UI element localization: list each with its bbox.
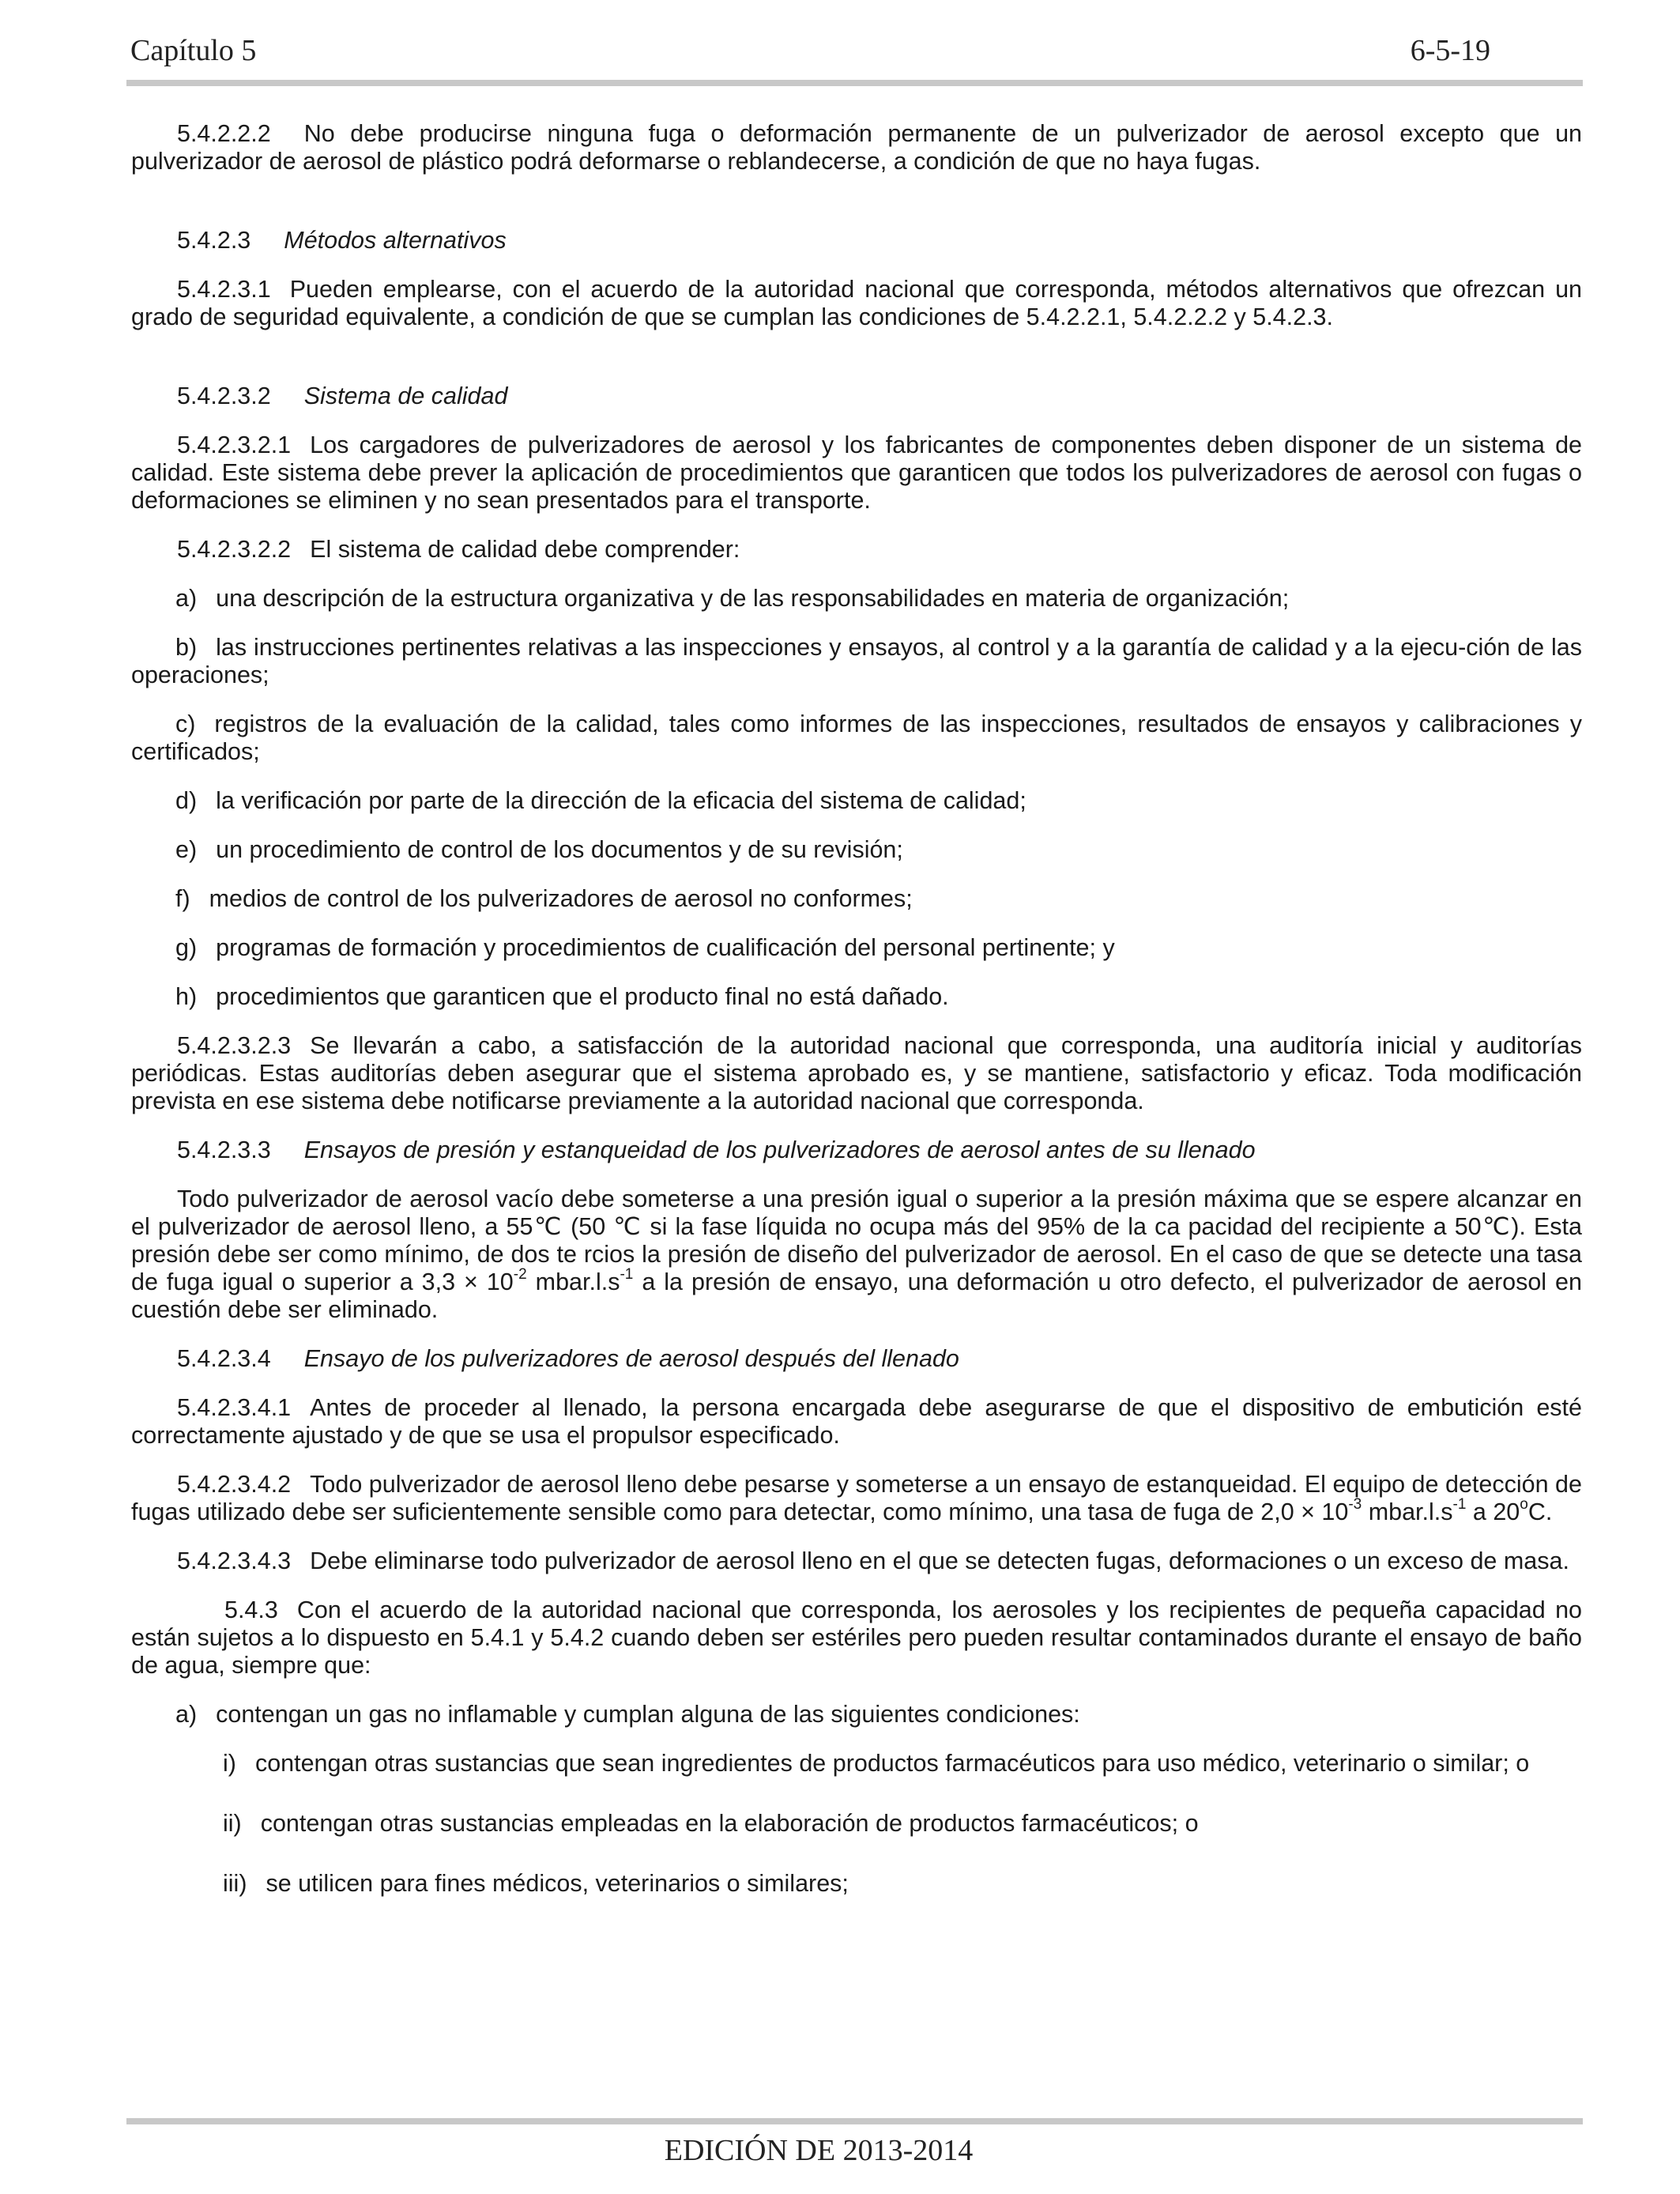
text-run: mbar.l.s — [1362, 1498, 1453, 1525]
paragraph-5-4-2-3-1 — [131, 276, 1582, 331]
text-run: C. — [1527, 1498, 1553, 1525]
paragraph-text: Debe eliminarse todo pulverizador de aerosol lleno en el que se detecten fugas, deformaciones o un exceso de masa. — [310, 1547, 1569, 1574]
section-number: 5.4.2.3.4.3 — [177, 1547, 292, 1574]
list-label: f) — [175, 885, 190, 912]
paragraph-pressure-test — [131, 1186, 1582, 1324]
section-number: 5.4.2.3.3 — [177, 1137, 271, 1163]
edition-label: EDICIÓN DE 2013-2014 — [664, 2134, 974, 2167]
footer-divider — [126, 2118, 1583, 2124]
paragraph-5-4-3 — [131, 1596, 1582, 1679]
list2-subitem-i — [131, 1750, 1582, 1777]
text-run: mbar.l.s — [526, 1269, 620, 1295]
section-number: 5.4.2.3.1 — [177, 276, 271, 303]
list2-item-a — [131, 1701, 1582, 1728]
paragraph-5-4-2-3-2-2 — [131, 536, 1582, 564]
chapter-title: Capítulo 5 — [130, 34, 257, 67]
section-number: 5.4.2.3 — [177, 227, 251, 254]
section-number: 5.4.2.3.4.2 — [177, 1471, 292, 1498]
paragraph-5-4-2-3-4-3 — [131, 1547, 1582, 1575]
section-number: 5.4.3 — [224, 1596, 278, 1623]
list-text: procedimientos que garanticen que el producto final no está dañado. — [216, 983, 949, 1010]
heading-5-4-2-3-4 — [131, 1345, 1582, 1373]
paragraph-5-4-2-2-2 — [131, 120, 1582, 175]
list-label: c) — [175, 711, 196, 737]
superscript: o — [1520, 1495, 1528, 1513]
list-text: contengan otras sustancias que sean ingredientes de productos farmacéuticos para uso médico, veterinario o similar; o — [254, 1750, 1530, 1777]
list-label: g) — [175, 934, 198, 961]
page-footer — [0, 2133, 1680, 2168]
paragraph-text: Pueden emplearse, con el acuerdo de la autoridad nacional que corresponda, métodos alternativos que ofrezcan un grado de seguridad equivalente, a condición de que se cumplan las condiciones de 5.4.2.2.1, 5.4.2.2.2 y 5.4.2.3. — [131, 276, 1582, 330]
section-title: Ensayo de los pulverizadores de aerosol después del llenado — [303, 1345, 959, 1372]
list-item-f — [131, 885, 1582, 913]
list-item-h — [131, 983, 1582, 1011]
list-item-c — [131, 711, 1582, 766]
list-text: programas de formación y procedimientos de cualificación del personal pertinente; y — [216, 934, 1115, 961]
list-label: a) — [175, 585, 198, 612]
paragraph-text: Se llevarán a cabo, a satisfacción de la autoridad nacional que corresponda, una auditoría inicial y auditorías periódicas. Estas auditorías deben asegurar que el sistema aprobado es, y se mantiene, satisfactorio y eficaz. Toda modificación prevista en ese sistema debe notificarse previamente a la autoridad nacional que corresponda. — [131, 1032, 1582, 1114]
paragraph-text: Con el acuerdo de la autoridad nacional que corresponda, los aerosoles y los recipientes de pequeña capacidad no están sujetos a lo dispuesto en 5.4.1 y 5.4.2 cuando deben ser estériles pero pueden resultar contaminados durante el ensayo de baño de agua, siempre que: — [131, 1596, 1582, 1679]
text-run: a 20 — [1466, 1498, 1520, 1525]
paragraph-5-4-2-3-2-3 — [131, 1032, 1582, 1115]
list-item-g — [131, 934, 1582, 962]
list-item-a — [131, 585, 1582, 613]
paragraph-5-4-2-3-4-1 — [131, 1394, 1582, 1449]
paragraph-text: No debe producirse ninguna fuga o deformación permanente de un pulverizador de aerosol excepto que un pulverizador de aerosol de plástico podrá deformarse o reblandecerse, a condición de que no haya fugas. — [131, 120, 1582, 175]
list-item-e — [131, 836, 1582, 864]
list-text: medios de control de los pulverizadores de aerosol no conformes; — [209, 885, 913, 912]
list-text: las instrucciones pertinentes relativas a las inspecciones y ensayos, al control y a la garantía de calidad y a la ejecu-ción de las operaciones; — [131, 634, 1582, 688]
list-text: un procedimiento de control de los documentos y de su revisión; — [216, 836, 903, 863]
list-label: e) — [175, 836, 198, 863]
list-text: registros de la evaluación de la calidad, tales como informes de las inspecciones, resultados de ensayos y calibraciones y certificados; — [131, 711, 1582, 765]
heading-5-4-2-3-3 — [131, 1137, 1582, 1164]
header-divider — [126, 80, 1583, 86]
superscript: -3 — [1348, 1495, 1362, 1513]
list-text: contengan un gas no inflamable y cumplan alguna de las siguientes condiciones: — [216, 1701, 1080, 1728]
section-title: Ensayos de presión y estanqueidad de los pulverizadores de aerosol antes de su llenado — [303, 1137, 1256, 1163]
list-label: i) — [223, 1750, 236, 1777]
text-run: Todo pulverizador de aerosol lleno debe pesarse y someterse a un ensayo de estanqueidad. El equipo de detección de fugas utilizado debe ser suficientemente sensible como para detectar, como mínimo, una tasa de fuga de 2,0 × 10 — [131, 1471, 1582, 1525]
paragraph-5-4-2-3-2-1 — [131, 432, 1582, 515]
text-run: Todo pulverizador de aerosol vacío debe someterse a una presión igual o superior a la presión máxima que se espere alcanzar en el pulverizador de aerosol lleno, a 55℃ (50 ℃ si la fase líquida no ocupa más del 95% de la ca pacidad del recipiente a 50℃). Esta presión debe ser como mínimo, de dos te rcios la presión de diseño del pulverizador de aerosol. En el caso de que se detecte una tasa de fuga igual o superior a 3,3 × 10 — [131, 1186, 1582, 1295]
list-label: b) — [175, 634, 198, 661]
list-text: contengan otras sustancias empleadas en la elaboración de productos farmacéuticos; o — [260, 1810, 1199, 1837]
paragraph-5-4-2-3-4-2 — [131, 1471, 1582, 1526]
heading-5-4-2-3 — [131, 227, 1582, 254]
list-label: h) — [175, 983, 198, 1010]
section-number: 5.4.2.3.2.1 — [177, 432, 292, 458]
list2-subitem-ii — [131, 1810, 1582, 1838]
section-number: 5.4.2.2.2 — [177, 120, 271, 147]
heading-5-4-2-3-2 — [131, 383, 1582, 410]
page-header — [130, 33, 1581, 81]
list-label: d) — [175, 787, 198, 814]
superscript: -1 — [1452, 1495, 1467, 1513]
section-title: Sistema de calidad — [303, 383, 508, 409]
list-item-b — [131, 634, 1582, 689]
section-number: 5.4.2.3.4 — [177, 1345, 271, 1372]
list-label: a) — [175, 1701, 198, 1728]
list-item-d — [131, 787, 1582, 815]
paragraph-text: El sistema de calidad debe comprender: — [310, 536, 740, 563]
superscript: -1 — [620, 1265, 634, 1283]
section-number: 5.4.2.3.2.3 — [177, 1032, 292, 1059]
text-run: a la presión de ensayo, una deformación u otro defecto, el pulverizador de aerosol en cuestión debe ser eliminado. — [131, 1269, 1582, 1323]
section-number: 5.4.2.3.2.2 — [177, 536, 292, 563]
list2-subitem-iii — [131, 1870, 1582, 1898]
paragraph-text: Antes de proceder al llenado, la persona encargada debe asegurarse de que el dispositivo de embutición esté correctamente ajustado y de que se usa el propulsor especificado. — [131, 1394, 1582, 1449]
superscript: -2 — [513, 1265, 527, 1283]
section-number: 5.4.2.3.2 — [177, 383, 271, 409]
list-text: la verificación por parte de la dirección de la eficacia del sistema de calidad; — [216, 787, 1026, 814]
section-title: Métodos alternativos — [284, 227, 507, 254]
list-label: iii) — [223, 1870, 247, 1897]
document-body — [131, 120, 1582, 1930]
page-number: 6-5-19 — [1410, 34, 1490, 67]
list-text: una descripción de la estructura organizativa y de las responsabilidades en materia de organización; — [216, 585, 1290, 612]
list-text: se utilicen para fines médicos, veterinarios o similares; — [266, 1870, 849, 1897]
section-number: 5.4.2.3.4.1 — [177, 1394, 292, 1421]
paragraph-text: Los cargadores de pulverizadores de aerosol y los fabricantes de componentes deben disponer de un sistema de calidad. Este sistema debe prever la aplicación de procedimientos que garanticen que todos los pulverizadores de aerosol con fugas o deformaciones se eliminen y no sean presentados para el transporte. — [131, 432, 1582, 514]
list-label: ii) — [223, 1810, 242, 1837]
